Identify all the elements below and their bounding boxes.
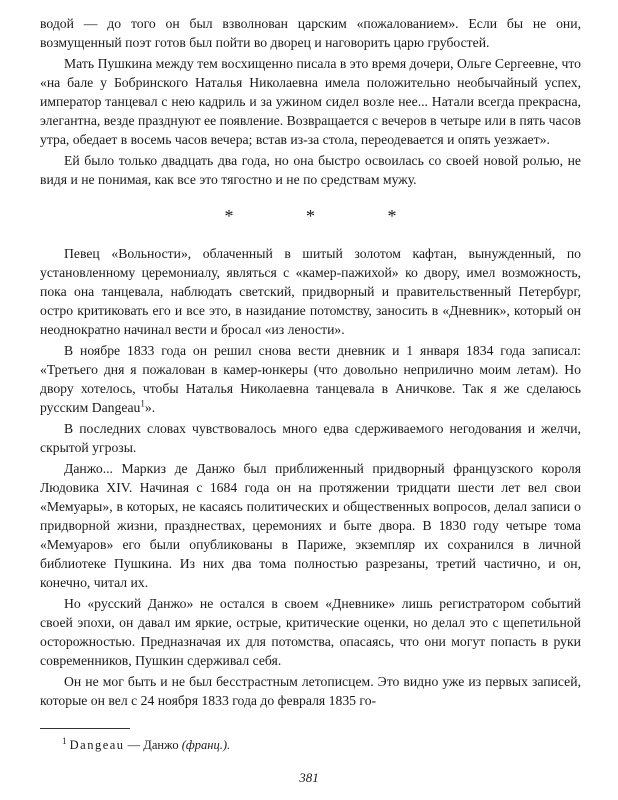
footnote-note: (франц.). bbox=[181, 738, 231, 752]
paragraph-chronicler: Он не мог быть и не был бесстрастным летописцем. Это видно уже из первых записей, которые он вел с 24 ноября 1833 года до февраля 1835 го- bbox=[40, 674, 581, 708]
footnote bbox=[62, 737, 230, 753]
footnote-term: Dangeau bbox=[69, 738, 125, 752]
page-body bbox=[40, 14, 581, 710]
footnote-dash: — Данжо bbox=[124, 738, 182, 752]
footnote-divider bbox=[40, 728, 130, 729]
footnote-reference: 1 bbox=[140, 398, 145, 409]
section-separator: * * * bbox=[224, 206, 431, 226]
paragraph-dangeau: Данжо... Маркиз де Данжо был приближенный придворный французского короля Людовика XIV. Начиная с 1684 года он на протяжении тридцати шести лет вел свои «Мемуары», в которых, не касаясь политических и общественных вопросов, делал записи о придворной жизни, празднествах, церемониях и быте двора. В 1830 году четыре тома «Мемуаров» его были опубликованы в Париже, экземпляр их сохранился в личной библиотеке Пушкина. Из них два тома полностью разрезаны, третий частично, и он, конечно, читал их. bbox=[40, 461, 581, 590]
paragraph-russian-dangeau: Но «русский Данжо» не остался в своем «Дневнике» лишь регистратором событий своей эпохи, он давал им яркие, острые, критические оценки, но делал это с щепетильной осторожностью. Предназначая их для потомства, опасаясь, что они могут попасть в руки современников, Пушкин сдерживал себя. bbox=[40, 596, 581, 668]
footnote-mark: 1 bbox=[62, 735, 67, 746]
paragraph-diary-text: В ноябре 1833 года он решил снова вести дневник и 1 января 1834 года записал: «Третьего дня я пожалован в камер-юнкеры (что довольно неприлично моим летам). Но двору хотелось, чтобы Наталья Николаевна танцевала в Аничкове. Так я же сделаюсь русским Dangeau bbox=[40, 343, 581, 415]
paragraph-continued: водой — до того он был взволнован царским «пожалованием». Если бы не они, возмущенный поэт готов был пойти во дворец и наговорить царю грубостей. bbox=[40, 16, 581, 50]
paragraph-singer-of-freedom: Певец «Вольности», облаченный в шитый золотом кафтан, вынужденный, по установленному церемониалу, являться с «камер-пажихой» ко двору, имел возможность, пока она танцевала, наблюдать светский, придворный и правительственный Петербург, остро критиковать его и все это, в назидание потомству, заносить в «Дневник», который он неоднократно начинал вести и бросал «из лености». bbox=[40, 246, 581, 337]
paragraph-mother-letter: Мать Пушкина между тем восхищенно писала в это время дочери, Ольге Сергеевне, что «на бале у Бобринского Наталья Николаевна имела положительно необычайный успех, император танцевал с нею кадриль и за ужином сидел возле нее... Натали всегда прекрасна, элегантна, везде празднуют ее появление. Возвращается с вечеров в четыре или в пять часов утра, обедает в восемь часов вечера; встав из-за стола, переодевается и опять уезжает». bbox=[40, 56, 581, 147]
paragraph-diary-closing: ». bbox=[144, 400, 156, 415]
paragraph-diary-1833 bbox=[40, 341, 581, 417]
paragraph-last-words: В последних словах чувствовалось много едва сдерживаемого негодования и желчи, скрытой угрозы. bbox=[40, 421, 581, 455]
paragraph-natalie-age: Ей было только двадцать два года, но она быстро освоилась со своей новой ролью, не видя и не понимая, как все это тягостно и не по средствам мужу. bbox=[40, 153, 581, 187]
page-number: 381 bbox=[299, 770, 319, 785]
